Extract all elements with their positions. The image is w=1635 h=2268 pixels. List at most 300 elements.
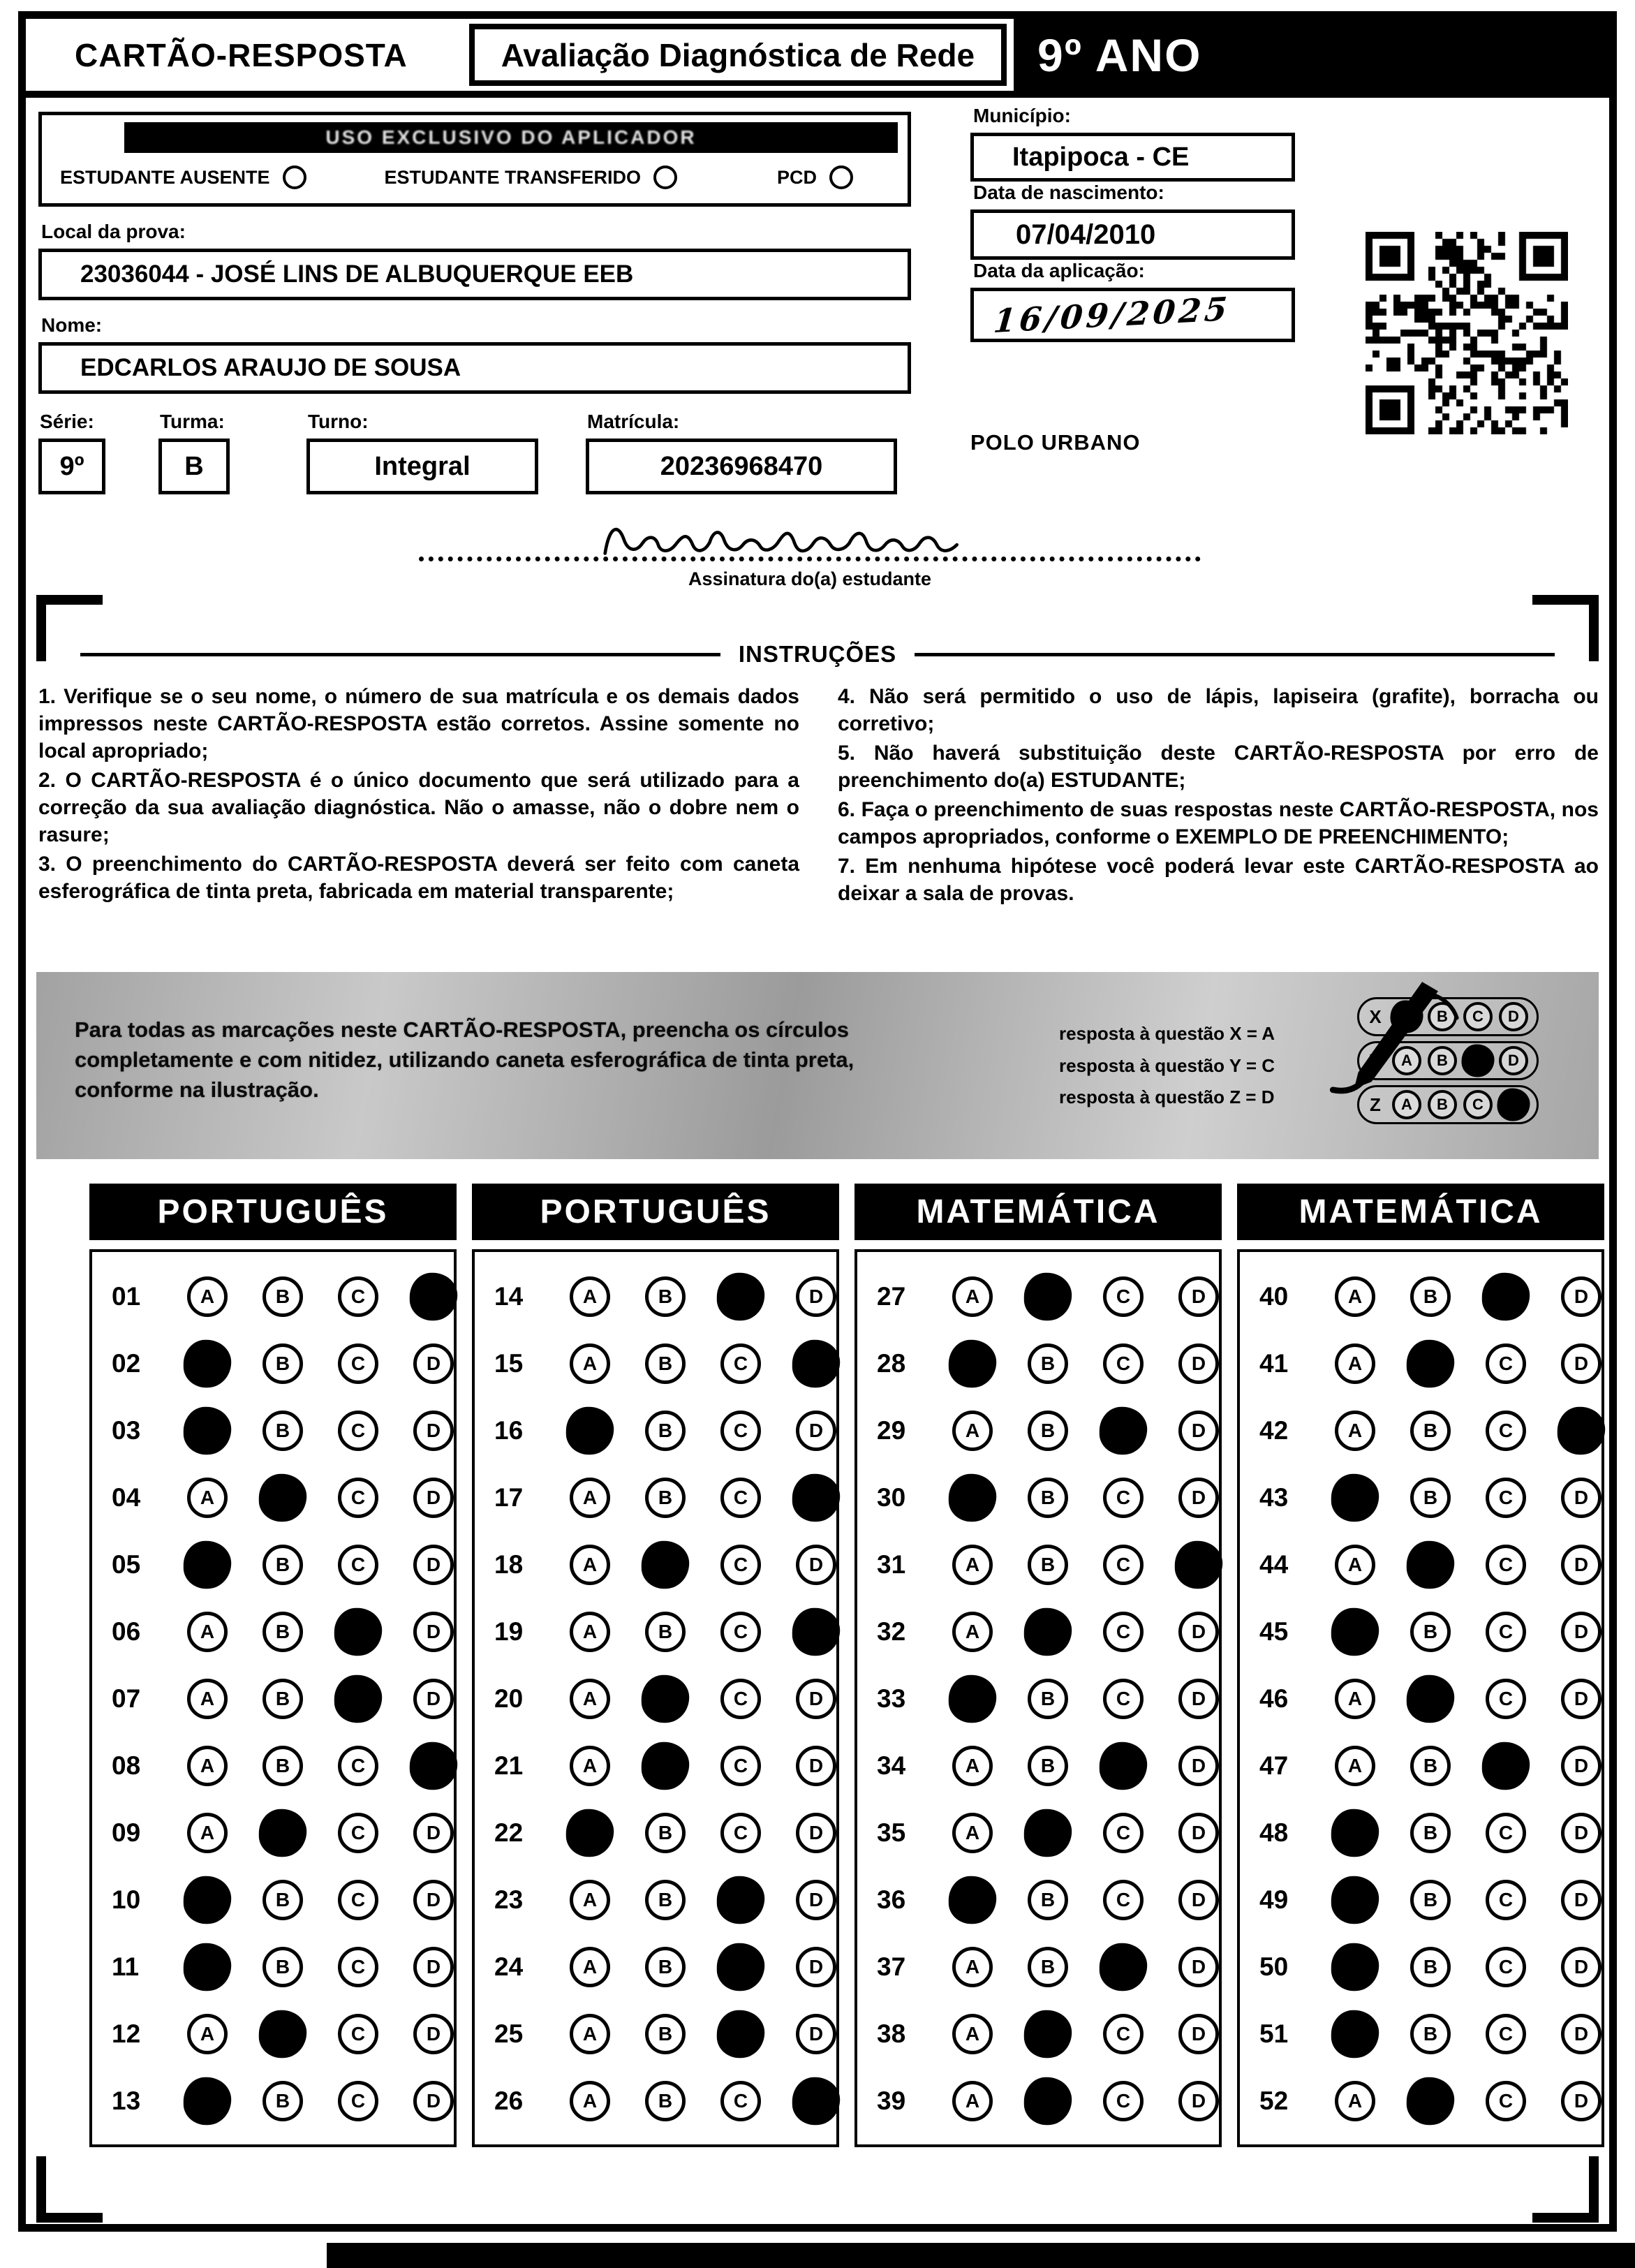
question-number: 40 bbox=[1259, 1282, 1289, 1311]
answer-bubble: B bbox=[262, 1411, 303, 1451]
question-row-09 bbox=[92, 1799, 454, 1866]
question-row-21 bbox=[475, 1732, 836, 1799]
answer-bubble-filled bbox=[642, 1541, 689, 1589]
answer-bubble-filled bbox=[1482, 1742, 1530, 1790]
answer-bubble: A bbox=[570, 1478, 610, 1518]
question-number: 38 bbox=[877, 2019, 906, 2048]
answer-bubble: B bbox=[645, 1813, 686, 1853]
data-nascimento-value: 07/04/2010 bbox=[970, 209, 1295, 260]
answer-bubble: C bbox=[720, 1478, 761, 1518]
answer-bubble-filled bbox=[259, 2010, 306, 2058]
answer-bubble-filled bbox=[184, 1340, 231, 1387]
answer-bubble: B bbox=[1410, 1880, 1451, 1920]
applicator-option-bubble bbox=[283, 165, 306, 189]
answer-bubble: A bbox=[570, 1947, 610, 1987]
signature-scribble bbox=[447, 516, 1131, 566]
example-instruction-text: Para todas as marcações neste CARTÃO-RESPOSTA, preencha os círculos completamente e com nitidez, utilizando caneta esferográfica de tinta preta, conforme na ilustração. bbox=[75, 1017, 855, 1102]
municipio-value: Itapipoca - CE bbox=[970, 133, 1295, 182]
answer-bubble-filled bbox=[184, 1943, 231, 1991]
question-row-05 bbox=[92, 1531, 454, 1598]
question-number: 31 bbox=[877, 1550, 906, 1579]
answer-bubble: B bbox=[645, 1880, 686, 1920]
example-legend-line: resposta à questão Y = C bbox=[1059, 1054, 1275, 1076]
answer-bubble-filled bbox=[949, 1474, 996, 1522]
question-row-18 bbox=[475, 1531, 836, 1598]
answer-bubble-filled bbox=[792, 1340, 840, 1387]
answer-bubble: C bbox=[1486, 1612, 1526, 1652]
answer-bubble: B bbox=[262, 1880, 303, 1920]
turno-label: Turno: bbox=[308, 411, 369, 432]
question-number: 46 bbox=[1259, 1684, 1289, 1713]
question-number: 35 bbox=[877, 1818, 906, 1847]
question-number: 39 bbox=[877, 2086, 906, 2115]
answer-bubble-filled bbox=[949, 1876, 996, 1924]
question-number: 25 bbox=[494, 2019, 524, 2048]
question-number: 14 bbox=[494, 1282, 524, 1311]
answer-bubble: B bbox=[645, 2014, 686, 2054]
question-number: 34 bbox=[877, 1751, 906, 1780]
question-row-04 bbox=[92, 1464, 454, 1531]
answer-section-body bbox=[1237, 1249, 1604, 2147]
instruction-item: 6. Faça o preenchimento de suas respostas neste CARTÃO-RESPOSTA, nos campos apropriados, conforme o EXEMPLO DE PREENCHIMENTO; bbox=[838, 798, 1599, 848]
turno-field bbox=[306, 397, 538, 494]
question-row-51 bbox=[1240, 2001, 1601, 2068]
question-row-42 bbox=[1240, 1397, 1601, 1464]
answer-bubble: C bbox=[720, 1746, 761, 1786]
answer-bubble: D bbox=[413, 1612, 454, 1652]
question-row-35 bbox=[857, 1799, 1219, 1866]
answers-grid bbox=[89, 1184, 1589, 2147]
answer-bubble: A bbox=[952, 1612, 993, 1652]
question-row-02 bbox=[92, 1330, 454, 1397]
answer-bubble: B bbox=[262, 1612, 303, 1652]
answer-bubble: A bbox=[952, 1545, 993, 1585]
applicator-option-2 bbox=[385, 165, 678, 189]
example-bubble-filled bbox=[1497, 1088, 1530, 1121]
answer-bubble-filled bbox=[1331, 1809, 1379, 1857]
question-row-52 bbox=[1240, 2068, 1601, 2135]
question-number: 36 bbox=[877, 1885, 906, 1914]
answer-bubble: A bbox=[187, 2014, 228, 2054]
data-aplicacao-box bbox=[970, 288, 1295, 342]
question-row-23 bbox=[475, 1866, 836, 1934]
answer-bubble: D bbox=[413, 1813, 454, 1853]
question-row-40 bbox=[1240, 1263, 1601, 1330]
answer-bubble: B bbox=[1028, 1545, 1068, 1585]
title-rule-right bbox=[915, 653, 1555, 656]
answer-bubble: B bbox=[645, 2081, 686, 2121]
student-form-right bbox=[970, 105, 1295, 455]
answer-bubble: C bbox=[720, 1343, 761, 1384]
answer-bubble: D bbox=[1561, 2014, 1601, 2054]
answer-bubble-filled bbox=[792, 2077, 840, 2125]
answer-bubble-filled bbox=[334, 1675, 382, 1723]
applicator-options-row bbox=[42, 153, 908, 203]
answer-bubble: B bbox=[1028, 1411, 1068, 1451]
answer-section-body bbox=[855, 1249, 1222, 2147]
question-number: 32 bbox=[877, 1617, 906, 1646]
answer-bubble: C bbox=[1103, 1343, 1144, 1384]
answer-bubble: A bbox=[952, 1947, 993, 1987]
question-number: 21 bbox=[494, 1751, 524, 1780]
question-number: 22 bbox=[494, 1818, 524, 1847]
question-row-29 bbox=[857, 1397, 1219, 1464]
question-number: 45 bbox=[1259, 1617, 1289, 1646]
answer-bubble: B bbox=[262, 1679, 303, 1719]
answer-bubble: A bbox=[570, 1276, 610, 1317]
answer-bubble: D bbox=[796, 1276, 836, 1317]
answer-bubble: A bbox=[952, 1746, 993, 1786]
example-legend-line: resposta à questão Z = D bbox=[1059, 1087, 1275, 1107]
answer-bubble: D bbox=[796, 1947, 836, 1987]
instructions-right-column bbox=[838, 683, 1599, 909]
answer-bubble-filled bbox=[184, 1876, 231, 1924]
signature-label: Assinatura do(a) estudante bbox=[688, 568, 932, 589]
answer-section-body bbox=[472, 1249, 839, 2147]
answer-bubble-filled bbox=[1024, 1273, 1072, 1320]
question-number: 23 bbox=[494, 1885, 524, 1914]
answer-bubble: D bbox=[1178, 1746, 1219, 1786]
answer-bubble: D bbox=[413, 1545, 454, 1585]
answer-section-title: PORTUGUÊS bbox=[472, 1184, 839, 1240]
example-bubble: D bbox=[1499, 1002, 1528, 1031]
example-bubble: A bbox=[1392, 1046, 1421, 1075]
crop-mark-bottom-right bbox=[1532, 2156, 1599, 2223]
answer-bubble: A bbox=[1335, 1343, 1375, 1384]
answer-bubble: A bbox=[570, 1746, 610, 1786]
answer-bubble: D bbox=[413, 1947, 454, 1987]
question-row-46 bbox=[1240, 1665, 1601, 1732]
answer-bubble-filled bbox=[717, 1273, 764, 1320]
answer-bubble: A bbox=[952, 2081, 993, 2121]
answer-bubble-filled bbox=[1407, 1541, 1454, 1589]
answer-bubble-filled bbox=[642, 1742, 689, 1790]
student-form-left bbox=[38, 112, 911, 494]
question-number: 05 bbox=[112, 1550, 141, 1579]
answer-bubble: B bbox=[645, 1276, 686, 1317]
question-row-34 bbox=[857, 1732, 1219, 1799]
answer-bubble: C bbox=[1103, 1679, 1144, 1719]
turma-value: B bbox=[158, 439, 230, 494]
question-row-43 bbox=[1240, 1464, 1601, 1531]
answer-bubble: B bbox=[1410, 1612, 1451, 1652]
question-row-38 bbox=[857, 2001, 1219, 2068]
matricula-label: Matrícula: bbox=[587, 411, 680, 432]
question-row-13 bbox=[92, 2068, 454, 2135]
instruction-item: 7. Em nenhuma hipótese você poderá levar este CARTÃO-RESPOSTA ao deixar a sala de provas. bbox=[838, 855, 1599, 905]
question-number: 02 bbox=[112, 1349, 141, 1378]
crop-mark-bottom-left bbox=[36, 2156, 103, 2223]
answer-bubble: C bbox=[1103, 1880, 1144, 1920]
answer-bubble: C bbox=[1486, 1343, 1526, 1384]
answer-bubble: D bbox=[1178, 1947, 1219, 1987]
answer-bubble: B bbox=[645, 1947, 686, 1987]
answer-section-title: MATEMÁTICA bbox=[1237, 1184, 1604, 1240]
question-number: 29 bbox=[877, 1416, 906, 1445]
question-row-03 bbox=[92, 1397, 454, 1464]
answer-bubble: C bbox=[338, 2014, 378, 2054]
answer-bubble: D bbox=[1178, 1880, 1219, 1920]
question-row-12 bbox=[92, 2001, 454, 2068]
answer-bubble-filled bbox=[334, 1608, 382, 1656]
question-row-27 bbox=[857, 1263, 1219, 1330]
question-row-33 bbox=[857, 1665, 1219, 1732]
answer-bubble: D bbox=[796, 1880, 836, 1920]
answer-bubble: C bbox=[720, 2081, 761, 2121]
question-number: 09 bbox=[112, 1818, 141, 1847]
answer-bubble: C bbox=[338, 1545, 378, 1585]
answer-bubble-filled bbox=[1558, 1407, 1605, 1455]
answer-bubble: A bbox=[187, 1276, 228, 1317]
answer-bubble: A bbox=[570, 1679, 610, 1719]
question-number: 33 bbox=[877, 1684, 906, 1713]
answer-bubble: D bbox=[1178, 2081, 1219, 2121]
answer-bubble: A bbox=[952, 1276, 993, 1317]
answer-bubble-filled bbox=[410, 1273, 457, 1320]
answer-bubble-filled bbox=[184, 1407, 231, 1455]
answer-bubble: A bbox=[952, 1411, 993, 1451]
question-number: 10 bbox=[112, 1885, 141, 1914]
question-row-25 bbox=[475, 2001, 836, 2068]
example-legend-line: resposta à questão X = A bbox=[1059, 1023, 1275, 1044]
serie-turma-turno-matricula-row bbox=[38, 397, 911, 494]
answer-bubble: B bbox=[1410, 1411, 1451, 1451]
answer-bubble: C bbox=[1486, 1545, 1526, 1585]
answer-bubble: B bbox=[1028, 1478, 1068, 1518]
answer-bubble: B bbox=[1410, 2014, 1451, 2054]
answer-bubble: A bbox=[1335, 1679, 1375, 1719]
question-row-50 bbox=[1240, 1934, 1601, 2001]
answer-bubble: B bbox=[1410, 1746, 1451, 1786]
municipio-label: Município: bbox=[973, 105, 1071, 126]
answer-bubble: D bbox=[1178, 2014, 1219, 2054]
answer-bubble-filled bbox=[259, 1474, 306, 1522]
data-aplicacao-handwritten-value: 16/09/2025 bbox=[991, 289, 1232, 341]
local-da-prova-value: 23036044 - JOSÉ LINS DE ALBUQUERQUE EEB bbox=[38, 249, 911, 300]
answer-bubble: C bbox=[1103, 1478, 1144, 1518]
answer-bubble: B bbox=[645, 1343, 686, 1384]
answer-section-1 bbox=[89, 1184, 457, 2147]
answer-bubble: B bbox=[645, 1478, 686, 1518]
answer-bubble: D bbox=[1561, 1545, 1601, 1585]
question-number: 49 bbox=[1259, 1885, 1289, 1914]
question-row-48 bbox=[1240, 1799, 1601, 1866]
answer-bubble: C bbox=[1103, 1813, 1144, 1853]
applicator-option-bubble bbox=[829, 165, 853, 189]
local-da-prova-label: Local da prova: bbox=[41, 221, 186, 242]
answer-bubble: D bbox=[1178, 1343, 1219, 1384]
question-row-11 bbox=[92, 1934, 454, 2001]
question-row-20 bbox=[475, 1665, 836, 1732]
answer-bubble: D bbox=[1561, 1746, 1601, 1786]
answer-section-title: PORTUGUÊS bbox=[89, 1184, 457, 1240]
answer-bubble: B bbox=[1028, 1343, 1068, 1384]
answer-bubble: A bbox=[1335, 1411, 1375, 1451]
data-nascimento-label: Data de nascimento: bbox=[973, 182, 1164, 203]
answer-bubble-filled bbox=[1100, 1943, 1147, 1991]
answer-bubble: B bbox=[1028, 1947, 1068, 1987]
answer-bubble-filled bbox=[1407, 1675, 1454, 1723]
example-bubble: B bbox=[1428, 1046, 1457, 1075]
answer-bubble: C bbox=[720, 1612, 761, 1652]
question-row-37 bbox=[857, 1934, 1219, 2001]
answer-bubble: D bbox=[1561, 1612, 1601, 1652]
answer-bubble: C bbox=[338, 1276, 378, 1317]
question-number: 51 bbox=[1259, 2019, 1289, 2048]
instructions-columns bbox=[38, 683, 1599, 909]
question-number: 17 bbox=[494, 1483, 524, 1512]
sheet-title: CARTÃO-RESPOSTA bbox=[75, 36, 408, 73]
question-number: 16 bbox=[494, 1416, 524, 1445]
answer-bubble: D bbox=[796, 1411, 836, 1451]
question-row-16 bbox=[475, 1397, 836, 1464]
answer-bubble: D bbox=[413, 1478, 454, 1518]
question-number: 42 bbox=[1259, 1416, 1289, 1445]
applicator-box bbox=[38, 112, 911, 207]
answer-bubble: D bbox=[1178, 1679, 1219, 1719]
answer-bubble: C bbox=[1103, 1276, 1144, 1317]
answer-bubble-filled bbox=[949, 1340, 996, 1387]
example-bubble: C bbox=[1463, 1090, 1493, 1119]
answer-bubble: C bbox=[1103, 1545, 1144, 1585]
question-row-36 bbox=[857, 1866, 1219, 1934]
question-row-32 bbox=[857, 1598, 1219, 1665]
question-row-10 bbox=[92, 1866, 454, 1934]
answer-bubble-filled bbox=[642, 1675, 689, 1723]
answer-bubble: C bbox=[338, 1947, 378, 1987]
question-row-31 bbox=[857, 1531, 1219, 1598]
example-bubble: C bbox=[1463, 1002, 1493, 1031]
instruction-item: 2. O CARTÃO-RESPOSTA é o único documento que será utilizado para a correção da sua avaliação diagnóstica. Não o amasse, não o dobre nem o rasure; bbox=[38, 769, 799, 846]
answer-bubble: A bbox=[1335, 1545, 1375, 1585]
data-aplicacao-label: Data da aplicação: bbox=[973, 260, 1145, 281]
question-number: 30 bbox=[877, 1483, 906, 1512]
question-number: 03 bbox=[112, 1416, 141, 1445]
answer-bubble: B bbox=[1028, 1746, 1068, 1786]
answer-bubble: C bbox=[720, 1813, 761, 1853]
answer-bubble: A bbox=[570, 1545, 610, 1585]
question-number: 50 bbox=[1259, 1952, 1289, 1981]
answer-bubble: A bbox=[187, 1612, 228, 1652]
question-number: 28 bbox=[877, 1349, 906, 1378]
answer-bubble: C bbox=[1486, 2081, 1526, 2121]
answer-bubble-filled bbox=[792, 1608, 840, 1656]
answer-bubble: A bbox=[187, 1679, 228, 1719]
question-number: 06 bbox=[112, 1617, 141, 1646]
answer-bubble: A bbox=[952, 1813, 993, 1853]
answer-bubble: A bbox=[570, 2081, 610, 2121]
answer-section-body bbox=[89, 1249, 457, 2147]
answer-bubble: A bbox=[570, 1343, 610, 1384]
turma-field bbox=[158, 397, 230, 494]
instruction-item: 3. O preenchimento do CARTÃO-RESPOSTA deverá ser feito com caneta esferográfica de tinta preta, fabricada em material transparente; bbox=[38, 853, 799, 903]
answer-bubble-filled bbox=[184, 2077, 231, 2125]
answer-bubble-filled bbox=[1407, 1340, 1454, 1387]
answer-bubble: C bbox=[1486, 1679, 1526, 1719]
question-number: 37 bbox=[877, 1952, 906, 1981]
answer-bubble: C bbox=[338, 1880, 378, 1920]
answer-bubble: D bbox=[1178, 1612, 1219, 1652]
instruction-item: 5. Não haverá substituição deste CARTÃO-RESPOSTA por erro de preenchimento do(a) ESTUDANTE; bbox=[838, 742, 1599, 792]
answer-bubble-filled bbox=[1024, 2077, 1072, 2125]
answer-bubble: D bbox=[413, 1679, 454, 1719]
example-bubble: B bbox=[1428, 1090, 1457, 1119]
answer-bubble: C bbox=[338, 1343, 378, 1384]
answer-bubble: A bbox=[187, 1478, 228, 1518]
applicator-option-1 bbox=[60, 165, 306, 189]
example-bubble: A bbox=[1392, 1090, 1421, 1119]
answer-bubble: D bbox=[1561, 1343, 1601, 1384]
answer-bubble-filled bbox=[410, 1742, 457, 1790]
answer-bubble: D bbox=[796, 2014, 836, 2054]
answer-bubble-filled bbox=[1331, 1608, 1379, 1656]
answer-bubble: B bbox=[1410, 1276, 1451, 1317]
question-row-01 bbox=[92, 1263, 454, 1330]
answer-bubble: B bbox=[262, 1947, 303, 1987]
answer-bubble: D bbox=[413, 1880, 454, 1920]
question-number: 15 bbox=[494, 1349, 524, 1378]
question-number: 43 bbox=[1259, 1483, 1289, 1512]
answer-bubble: C bbox=[1486, 1813, 1526, 1853]
serie-label: Série: bbox=[40, 411, 94, 432]
turno-value: Integral bbox=[306, 439, 538, 494]
question-row-08 bbox=[92, 1732, 454, 1799]
answer-bubble-filled bbox=[1024, 1608, 1072, 1656]
applicator-option-label: PCD bbox=[776, 166, 817, 188]
answer-bubble-filled bbox=[717, 1876, 764, 1924]
answer-bubble-filled bbox=[566, 1407, 614, 1455]
answer-bubble-filled bbox=[1024, 2010, 1072, 2058]
answer-bubble-filled bbox=[1100, 1742, 1147, 1790]
example-row-label: Z bbox=[1370, 1094, 1381, 1115]
answer-bubble: C bbox=[338, 1813, 378, 1853]
question-number: 47 bbox=[1259, 1751, 1289, 1780]
answer-bubble: D bbox=[1561, 1880, 1601, 1920]
answer-section-3 bbox=[855, 1184, 1222, 2147]
answer-bubble-filled bbox=[1331, 1474, 1379, 1522]
question-row-19 bbox=[475, 1598, 836, 1665]
answer-bubble: A bbox=[1335, 1276, 1375, 1317]
answer-bubble: B bbox=[1410, 1478, 1451, 1518]
answer-bubble: A bbox=[1335, 1746, 1375, 1786]
nome-label: Nome: bbox=[41, 314, 103, 336]
answer-bubble: C bbox=[1103, 2014, 1144, 2054]
question-row-07 bbox=[92, 1665, 454, 1732]
polo-urbano-label: POLO URBANO bbox=[970, 430, 1141, 455]
answer-bubble: B bbox=[262, 1746, 303, 1786]
qr-code-canvas bbox=[1366, 232, 1568, 434]
answer-bubble: B bbox=[1410, 1813, 1451, 1853]
answer-bubble: A bbox=[187, 1746, 228, 1786]
answer-bubble: D bbox=[413, 2081, 454, 2121]
signature-line bbox=[419, 518, 1201, 561]
answer-bubble: B bbox=[645, 1612, 686, 1652]
answer-bubble: B bbox=[1410, 1947, 1451, 1987]
question-row-47 bbox=[1240, 1732, 1601, 1799]
question-row-45 bbox=[1240, 1598, 1601, 1665]
answer-bubble: C bbox=[338, 1411, 378, 1451]
answer-bubble: D bbox=[796, 1679, 836, 1719]
matricula-field bbox=[586, 397, 897, 494]
answer-bubble: A bbox=[1335, 2081, 1375, 2121]
answer-bubble: D bbox=[1178, 1813, 1219, 1853]
instructions-left-column bbox=[38, 683, 799, 909]
answer-bubble: C bbox=[720, 1545, 761, 1585]
answer-bubble: C bbox=[338, 1746, 378, 1786]
answer-bubble: D bbox=[1561, 2081, 1601, 2121]
signature-block bbox=[419, 518, 1201, 590]
answer-section-4 bbox=[1237, 1184, 1604, 2147]
